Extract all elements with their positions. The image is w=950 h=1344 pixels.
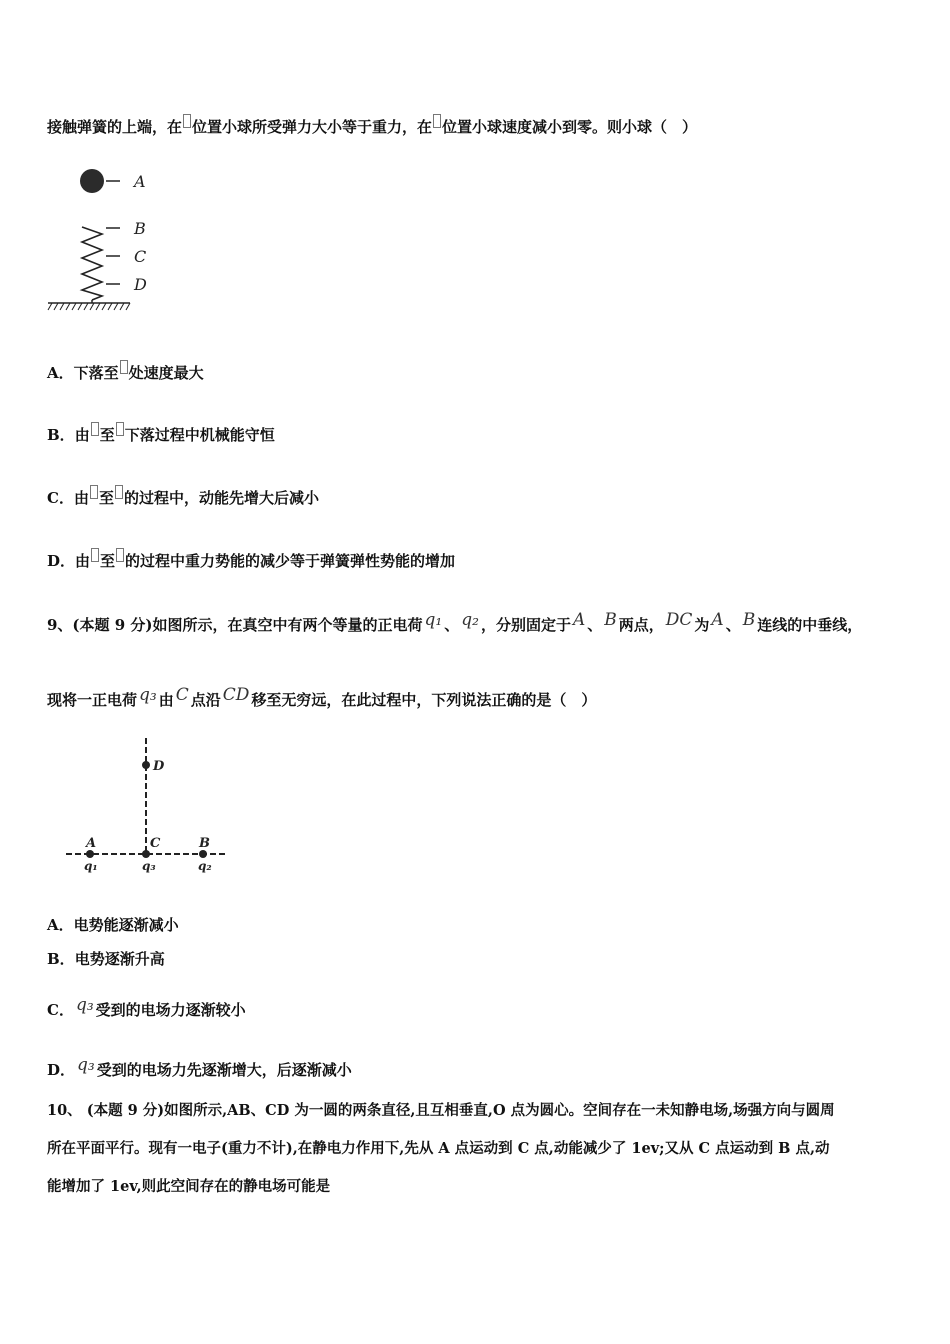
option-letter: B． <box>47 426 75 444</box>
symbol-cd: CD <box>222 685 250 705</box>
symbol-q3: q₃ <box>77 1055 95 1075</box>
q8-stem-part: 接触弹簧的上端，在 <box>47 118 183 136</box>
charge-q3 <box>142 850 150 858</box>
q8-stem-part: 位置小球所受弹力大小等于重力，在 <box>192 118 433 136</box>
symbol-a: A <box>711 610 724 630</box>
q10-line3: 能增加了 1ev,则此空间存在的静电场可能是 <box>47 1178 331 1195</box>
missing-symbol-box <box>91 548 99 562</box>
fig8-label-b: B <box>134 219 146 238</box>
missing-symbol-box <box>91 422 99 436</box>
q8-stem <box>47 114 697 138</box>
option-text: 处速度最大 <box>128 364 204 382</box>
option-text: 下落过程中机械能守恒 <box>124 426 275 444</box>
option-text: 电势逐渐升高 <box>74 950 165 968</box>
q9-text: 9、(本题 9 分)如图所示，在真空中有两个等量的正电荷 <box>47 616 423 634</box>
charges-figure <box>62 736 234 876</box>
symbol-q1: q₁ <box>424 610 443 630</box>
option-letter: C． <box>47 1001 74 1019</box>
missing-symbol-box <box>116 422 124 436</box>
option-text: 受到的电场力先逐渐增大，后逐渐减小 <box>96 1061 352 1079</box>
spring-figure <box>44 162 164 314</box>
option-text: 受到的电场力逐渐较小 <box>95 1001 246 1019</box>
q9-text: 由 <box>158 691 174 709</box>
symbol-q3: q₃ <box>139 685 157 705</box>
option-letter: C． <box>47 489 74 507</box>
fig9-label-q1: q₁ <box>84 859 98 873</box>
charge-q2 <box>199 850 207 858</box>
missing-symbol-box <box>90 485 98 499</box>
q9-stem-line2 <box>47 684 596 711</box>
option-text: 的过程中重力势能的减少等于弹簧弹性势能的增加 <box>125 552 456 570</box>
symbol-b: B <box>604 610 617 630</box>
option-letter: A． <box>47 364 74 382</box>
fig8-label-c: C <box>134 247 147 266</box>
ball <box>80 169 104 193</box>
option-text: 至 <box>98 489 114 507</box>
q9-text: 现将一正电荷 <box>47 691 138 709</box>
q8-stem-part: 位置小球速度减小到零。则小球（ ） <box>442 118 698 136</box>
option-text: 的过程中，动能先增大后减小 <box>123 489 319 507</box>
q9-text: 、 <box>444 616 460 634</box>
q9-text: 两点， <box>618 616 664 634</box>
symbol-b: B <box>742 610 756 630</box>
q9-option-a <box>47 914 179 936</box>
option-text: 电势能逐渐减小 <box>73 916 179 934</box>
option-text: 由 <box>73 489 89 507</box>
missing-symbol-box <box>183 114 191 128</box>
spring <box>82 227 102 300</box>
q8-option-b <box>47 422 275 446</box>
option-text: 由 <box>74 426 90 444</box>
missing-symbol-box <box>115 485 123 499</box>
symbol-c: C <box>175 685 189 705</box>
point-d <box>142 761 150 769</box>
fig8-label-d: D <box>134 275 147 294</box>
q9-text: ，分别固定于 <box>480 616 571 634</box>
fig9-label-a: A <box>86 836 97 851</box>
q10-line2: 所在平面平行。现有一电子(重力不计),在静电力作用下,先从 A 点运动到 C 点,动能减少了 1ev;又从 C 点运动到 B 点,动 <box>47 1140 830 1157</box>
fig9-label-q3: q₃ <box>142 859 156 873</box>
fig8-label-a: A <box>134 172 146 191</box>
missing-symbol-box <box>116 548 124 562</box>
missing-symbol-box <box>120 360 128 374</box>
option-text: 下落至 <box>73 364 119 382</box>
fig9-label-q2: q₂ <box>198 859 212 873</box>
q9-text: 点沿 <box>190 691 221 709</box>
q9-text: 移至无穷远，在此过程中，下列说法正确的是（ ） <box>251 691 597 709</box>
option-text: 至 <box>99 426 115 444</box>
q8-option-c <box>47 485 319 509</box>
q9-text: 为 <box>694 616 710 634</box>
symbol-q2: q₂ <box>461 610 479 630</box>
q9-option-b <box>47 948 165 970</box>
symbol-dc: DC <box>665 610 693 630</box>
fig9-label-c: C <box>150 836 161 851</box>
option-text: 由 <box>75 552 91 570</box>
q9-stem-line1 <box>47 609 862 636</box>
fig9-label-b: B <box>199 836 210 851</box>
option-letter: D． <box>47 1061 76 1079</box>
q9-option-c <box>47 994 246 1021</box>
missing-symbol-box <box>433 114 441 128</box>
q8-option-a <box>47 360 204 384</box>
q8-option-d <box>47 548 455 572</box>
symbol-a: A <box>572 610 586 630</box>
option-letter: A． <box>47 916 74 934</box>
q10-line1: 10、 (本题 9 分)如图所示,AB、CD 为一圆的两条直径,且互相垂直,O 点为圆心。空间存在一未知静电场,场强方向与圆周 <box>47 1102 835 1119</box>
q9-option-d <box>47 1054 352 1081</box>
symbol-q3: q₃ <box>75 995 94 1015</box>
charge-q1 <box>86 850 94 858</box>
q9-text: 、 <box>587 616 603 634</box>
option-text: 至 <box>100 552 116 570</box>
q9-text: 连线的中垂线， <box>757 616 863 634</box>
fig9-label-d: D <box>153 759 165 774</box>
q9-text: 、 <box>725 616 741 634</box>
option-letter: B． <box>47 950 75 968</box>
option-letter: D． <box>47 552 76 570</box>
